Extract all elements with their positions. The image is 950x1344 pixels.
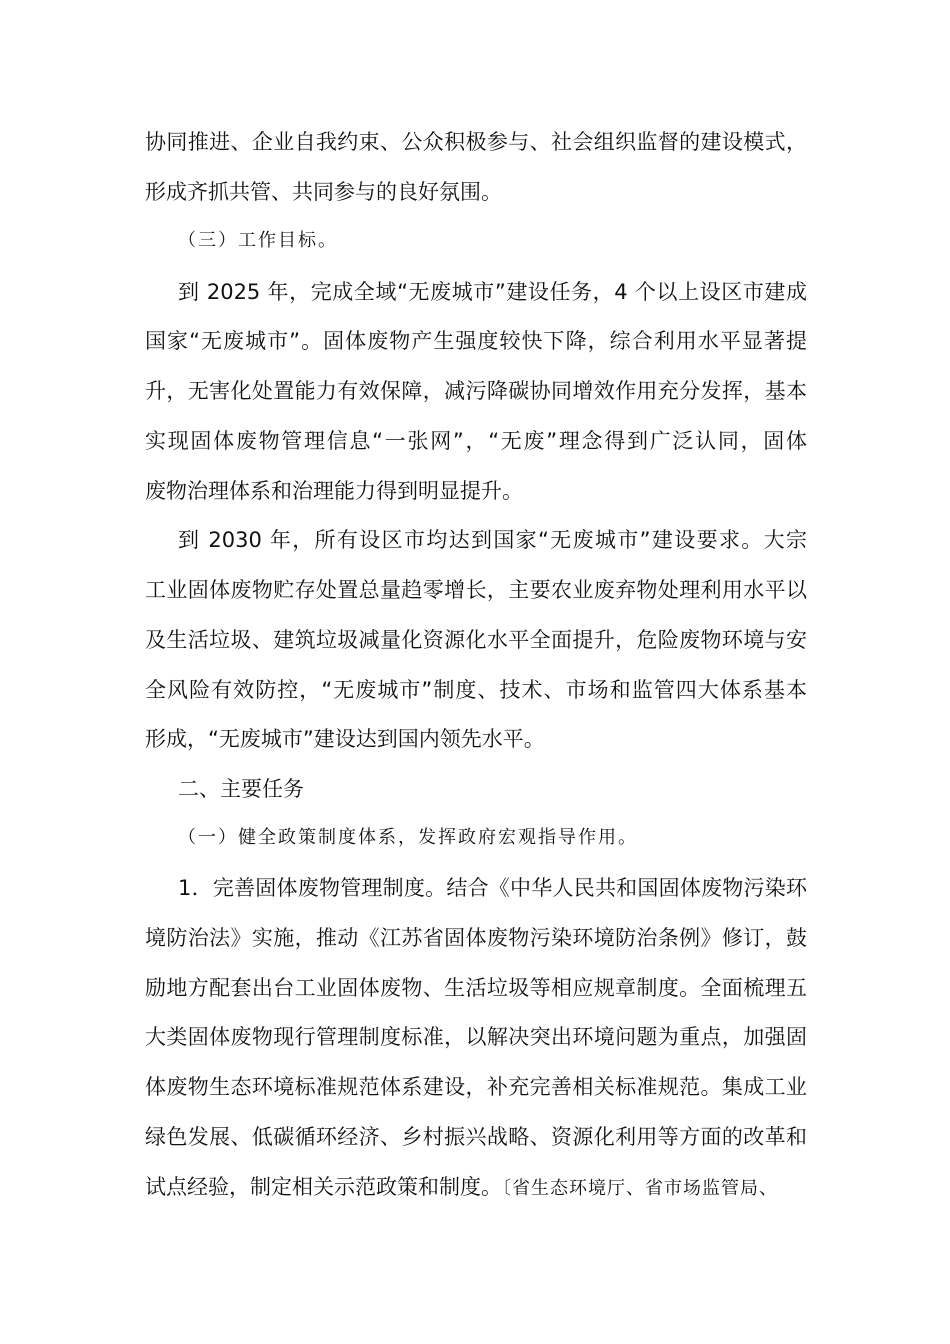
text-line: 到 2025 年，完成全域“无废城市”建设任务，4 个以上设区市建成 — [178, 280, 807, 304]
responsible-departments: 〔省生态环境厅、省市场监管局、 — [502, 1178, 778, 1199]
text-line: 绿色发展、低碳循环经济、乡村振兴战略、资源化利用等方面的改革和 — [145, 1125, 807, 1149]
text-line: 形成，“无废城市”建设达到国内领先水平。 — [145, 727, 545, 751]
text-line: 到 2030 年，所有设区市均达到国家“无废城市”建设要求。大宗 — [178, 528, 807, 552]
text-line: 大类固体废物现行管理制度标准，以解决突出环境问题为重点，加强固 — [145, 1025, 807, 1049]
section-heading: （三）工作目标。 — [178, 230, 338, 251]
text-line: 及生活垃圾、建筑垃圾减量化资源化水平全面提升，危险废物环境与安 — [145, 628, 807, 652]
text-line: 体废物生态环境标准规范体系建设，补充完善相关标准规范。集成工业 — [145, 1075, 807, 1099]
section-heading: （一）健全政策制度体系，发挥政府宏观指导作用。 — [178, 827, 638, 848]
text-line: 国家“无废城市”。固体废物产生强度较快下降，综合利用水平显著提 — [145, 329, 807, 353]
text-line: 境防治法》实施，推动《江苏省固体废物污染环境防治条例》修订，鼓 — [145, 926, 807, 950]
section-heading: 二、主要任务 — [178, 777, 304, 801]
text-line: 升，无害化处置能力有效保障，减污降碳协同增效作用充分发挥，基本 — [145, 379, 807, 403]
text-line: 实现固体废物管理信息“一张网”，“无废”理念得到广泛认同，固体 — [145, 429, 807, 453]
text-line: 1．完善固体废物管理制度。结合《中华人民共和国固体废物污染环 — [178, 876, 807, 900]
text-line — [145, 1172, 807, 1202]
text-line: 协同推进、企业自我约束、公众积极参与、社会组织监督的建设模式， — [145, 130, 807, 154]
text-line: 全风险有效防控，“无废城市”制度、技术、市场和监管四大体系基本 — [145, 678, 807, 702]
text-line: 废物治理体系和治理能力得到明显提升。 — [145, 479, 523, 503]
text-line: 形成齐抓共管、共同参与的良好氛围。 — [145, 180, 502, 204]
text-line: 励地方配套出台工业固体废物、生活垃圾等相应规章制度。全面梳理五 — [145, 976, 807, 1000]
text-line-main: 试点经验，制定相关示范政策和制度。 — [145, 1175, 502, 1199]
text-line: 工业固体废物贮存处置总量趋零增长，主要农业废弃物处理利用水平以 — [145, 578, 807, 602]
